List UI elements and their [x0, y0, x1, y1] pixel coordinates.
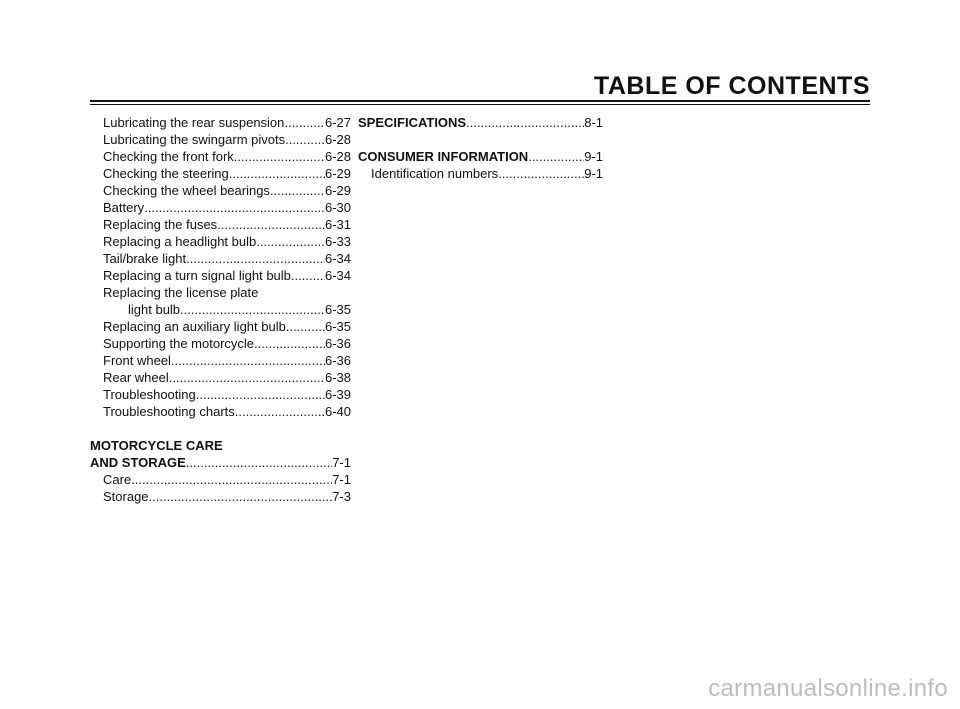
dot-leader — [286, 318, 325, 335]
section-gap — [358, 131, 603, 148]
toc-entry-page: 6-31 — [324, 217, 351, 232]
toc-entry-page: 6-33 — [324, 234, 351, 249]
dot-leader — [466, 114, 584, 131]
section-gap — [90, 420, 351, 437]
toc-entry[interactable] — [90, 114, 351, 131]
toc-entry[interactable] — [90, 216, 351, 233]
toc-entry-title: Replacing a turn signal light bulb — [103, 268, 291, 283]
toc-entry-page: 6-35 — [324, 302, 351, 317]
toc-entry-title: Front wheel — [103, 353, 171, 368]
toc-entry[interactable] — [90, 386, 351, 403]
toc-entry[interactable] — [90, 182, 351, 199]
dot-leader — [171, 352, 325, 369]
header-rule — [90, 100, 870, 105]
toc-entry-title: Storage — [103, 489, 149, 504]
dot-leader — [131, 471, 332, 488]
toc-entry-title-continuation: light bulb — [128, 302, 181, 317]
toc-entry-title: Replacing the fuses — [103, 217, 218, 232]
chapter-page: 8-1 — [584, 115, 603, 130]
toc-entry-wrapped-first-line[interactable] — [90, 284, 351, 301]
dot-leader — [235, 403, 325, 420]
dot-leader — [229, 165, 325, 182]
chapter-title: MOTORCYCLE CARE — [90, 438, 223, 453]
chapter-heading[interactable] — [90, 454, 351, 471]
chapter-title: SPECIFICATIONS — [358, 115, 467, 130]
toc-entry[interactable] — [90, 471, 351, 488]
toc-column-left — [90, 114, 351, 505]
chapter-title-continuation: AND STORAGE — [90, 455, 186, 470]
toc-entry-page: 6-36 — [324, 336, 351, 351]
toc-entry[interactable] — [90, 165, 351, 182]
toc-entry[interactable] — [358, 165, 603, 182]
dot-leader — [284, 114, 325, 131]
toc-entry[interactable] — [90, 318, 351, 335]
toc-entry-page: 6-29 — [324, 166, 351, 181]
toc-entry-wrapped-continuation[interactable] — [90, 301, 351, 318]
toc-entry[interactable] — [90, 148, 351, 165]
toc-entry-page: 9-1 — [584, 166, 603, 181]
page-title: TABLE OF CONTENTS — [593, 72, 870, 100]
toc-entry-title: Supporting the motorcycle — [103, 336, 255, 351]
dot-leader — [217, 216, 325, 233]
toc-entry-title: Replacing a headlight bulb — [103, 234, 257, 249]
toc-entry-page: 6-36 — [324, 353, 351, 368]
dot-leader — [291, 267, 325, 284]
toc-column-right — [358, 114, 603, 182]
toc-entry-page: 6-27 — [324, 115, 351, 130]
dot-leader — [169, 369, 325, 386]
dot-leader — [254, 335, 325, 352]
toc-entry-title: Troubleshooting charts — [103, 404, 235, 419]
toc-entry[interactable] — [90, 335, 351, 352]
watermark: carmanualsonline.info — [708, 675, 948, 702]
toc-entry-page: 6-40 — [324, 404, 351, 419]
toc-entry[interactable] — [90, 403, 351, 420]
toc-entry-page: 6-29 — [324, 183, 351, 198]
toc-entry-title: Troubleshooting — [103, 387, 196, 402]
toc-entry[interactable] — [90, 233, 351, 250]
dot-leader — [498, 165, 584, 182]
chapter-title: CONSUMER INFORMATION — [358, 149, 529, 164]
dot-leader — [180, 301, 325, 318]
dot-leader — [256, 233, 325, 250]
toc-entry[interactable] — [90, 131, 351, 148]
toc-entry-title: Tail/brake light — [103, 251, 187, 266]
toc-entry-title: Identification numbers — [371, 166, 499, 181]
chapter-page: 9-1 — [584, 149, 603, 164]
chapter-heading-first-line[interactable] — [90, 437, 351, 454]
dot-leader — [186, 250, 325, 267]
toc-entry[interactable] — [90, 199, 351, 216]
toc-entry-title: Checking the wheel bearings — [103, 183, 270, 198]
toc-entry[interactable] — [90, 250, 351, 267]
toc-entry-title: Care — [103, 472, 132, 487]
toc-entry-title: Battery — [103, 200, 145, 215]
chapter-heading[interactable] — [358, 148, 603, 165]
toc-entry-title: Replacing the license plate — [103, 285, 259, 300]
toc-entry-title: Replacing an auxiliary light bulb — [103, 319, 286, 334]
toc-entry[interactable] — [90, 352, 351, 369]
toc-entry-title: Lubricating the swingarm pivots — [103, 132, 286, 147]
toc-entry[interactable] — [90, 369, 351, 386]
toc-entry-title: Lubricating the rear suspension — [103, 115, 285, 130]
toc-entry-page: 6-39 — [324, 387, 351, 402]
toc-entry[interactable] — [90, 488, 351, 505]
toc-entry-page: 6-34 — [324, 268, 351, 283]
toc-entry-title: Checking the steering — [103, 166, 229, 181]
toc-entry-page: 6-38 — [324, 370, 351, 385]
dot-leader — [270, 182, 325, 199]
toc-entry-title: Checking the front fork — [103, 149, 234, 164]
toc-entry-page: 6-28 — [324, 149, 351, 164]
dot-leader — [149, 488, 333, 505]
dot-leader — [186, 454, 332, 471]
toc-entry[interactable] — [90, 267, 351, 284]
dot-leader — [234, 148, 325, 165]
toc-entry-page: 6-30 — [324, 200, 351, 215]
chapter-heading[interactable] — [358, 114, 603, 131]
toc-entry-page: 6-35 — [324, 319, 351, 334]
toc-entry-page: 6-28 — [324, 132, 351, 147]
dot-leader — [196, 386, 325, 403]
chapter-page: 7-1 — [332, 455, 351, 470]
toc-entry-page: 7-1 — [332, 472, 351, 487]
dot-leader — [528, 148, 584, 165]
toc-entry-title: Rear wheel — [103, 370, 169, 385]
toc-entry-page: 6-34 — [324, 251, 351, 266]
toc-entry-page: 7-3 — [332, 489, 351, 504]
dot-leader — [144, 199, 325, 216]
dot-leader — [285, 131, 325, 148]
